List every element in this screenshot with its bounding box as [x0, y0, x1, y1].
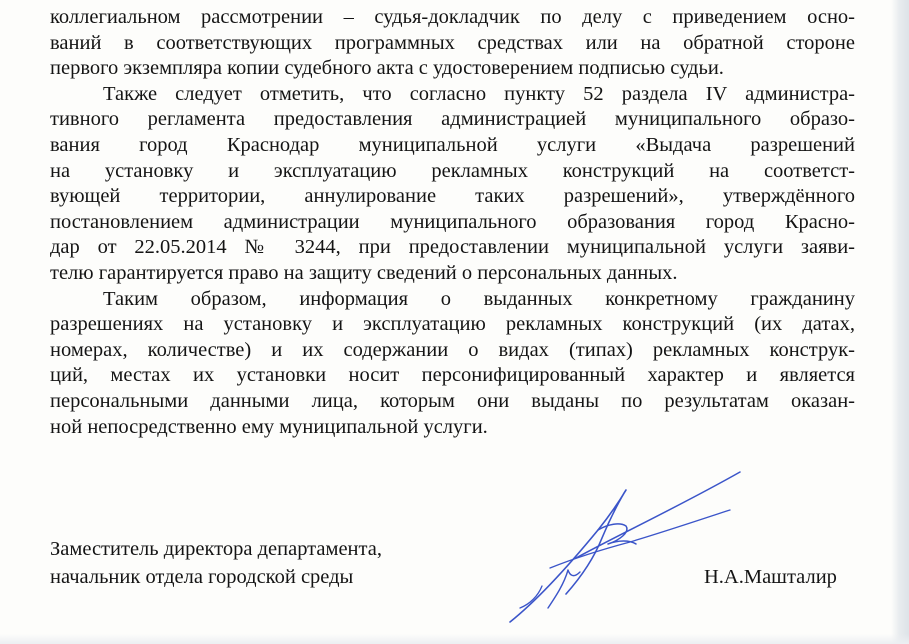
signature-stroke	[510, 490, 626, 622]
text-line: дар от 22.05.2014 № 3244, при предоставлении муниципальной услуги заяви-	[50, 236, 855, 259]
text-line: первого экземпляра копии судебного акта с удостоверением подписью судьи.	[50, 57, 724, 80]
text-line: тивного регламента предоставления администрацией муниципального образо-	[50, 108, 855, 131]
handwritten-signature-icon	[480, 458, 780, 638]
text-line: персональными данными лица, которым они выданы по результатам оказан-	[50, 389, 855, 412]
text-line: разрешениях на установку и эксплуатацию рекламных конструкций (их датах,	[50, 313, 855, 336]
text-line: постановлением администрации муниципального образования город Красно-	[50, 210, 855, 233]
text-line: телю гарантируется право на защиту сведений о персональных данных.	[50, 261, 678, 284]
text-line: Таким образом, информация о выданных конкретному гражданину	[103, 287, 855, 310]
text-line: ной непосредственно ему муниципальной услуги.	[50, 415, 488, 438]
signature-stroke	[550, 510, 730, 568]
text-line: коллегиальном рассмотрении – судья-докладчик по делу с приведением осно-	[50, 6, 855, 28]
text-line: ций, местах их установки носит персонифицированный характер и является	[50, 364, 855, 387]
text-line: Также следует отметить, что согласно пункту 52 раздела IV администра-	[103, 82, 855, 105]
position-line-2: начальник отдела городской среды	[50, 566, 354, 588]
scan-edge-shadow	[891, 0, 909, 644]
text-line: на установку и эксплуатацию рекламных конструкций на соответст-	[50, 159, 855, 182]
signature-stroke	[548, 570, 580, 608]
position-line-1: Заместитель директора департамента,	[50, 538, 382, 560]
text-line: вующей территории, аннулирование таких разрешений», утверждённого	[50, 185, 855, 208]
signer-name: Н.А.Машталир	[704, 566, 837, 588]
paragraph-2	[50, 82, 855, 287]
text-line: вания город Краснодар муниципальной услуги «Выдача разрешений	[50, 133, 855, 156]
text-line: ваний в соответствующих программных средствах или на обратной стороне	[50, 31, 855, 54]
signatory-position	[50, 535, 382, 591]
text-line: номерах, количестве) и их содержании о видах (типах) рекламных конструк-	[50, 338, 855, 361]
paragraph-1	[50, 5, 855, 82]
paragraph-3	[50, 287, 855, 441]
signature-strokes	[510, 472, 740, 622]
document-body	[50, 5, 855, 440]
